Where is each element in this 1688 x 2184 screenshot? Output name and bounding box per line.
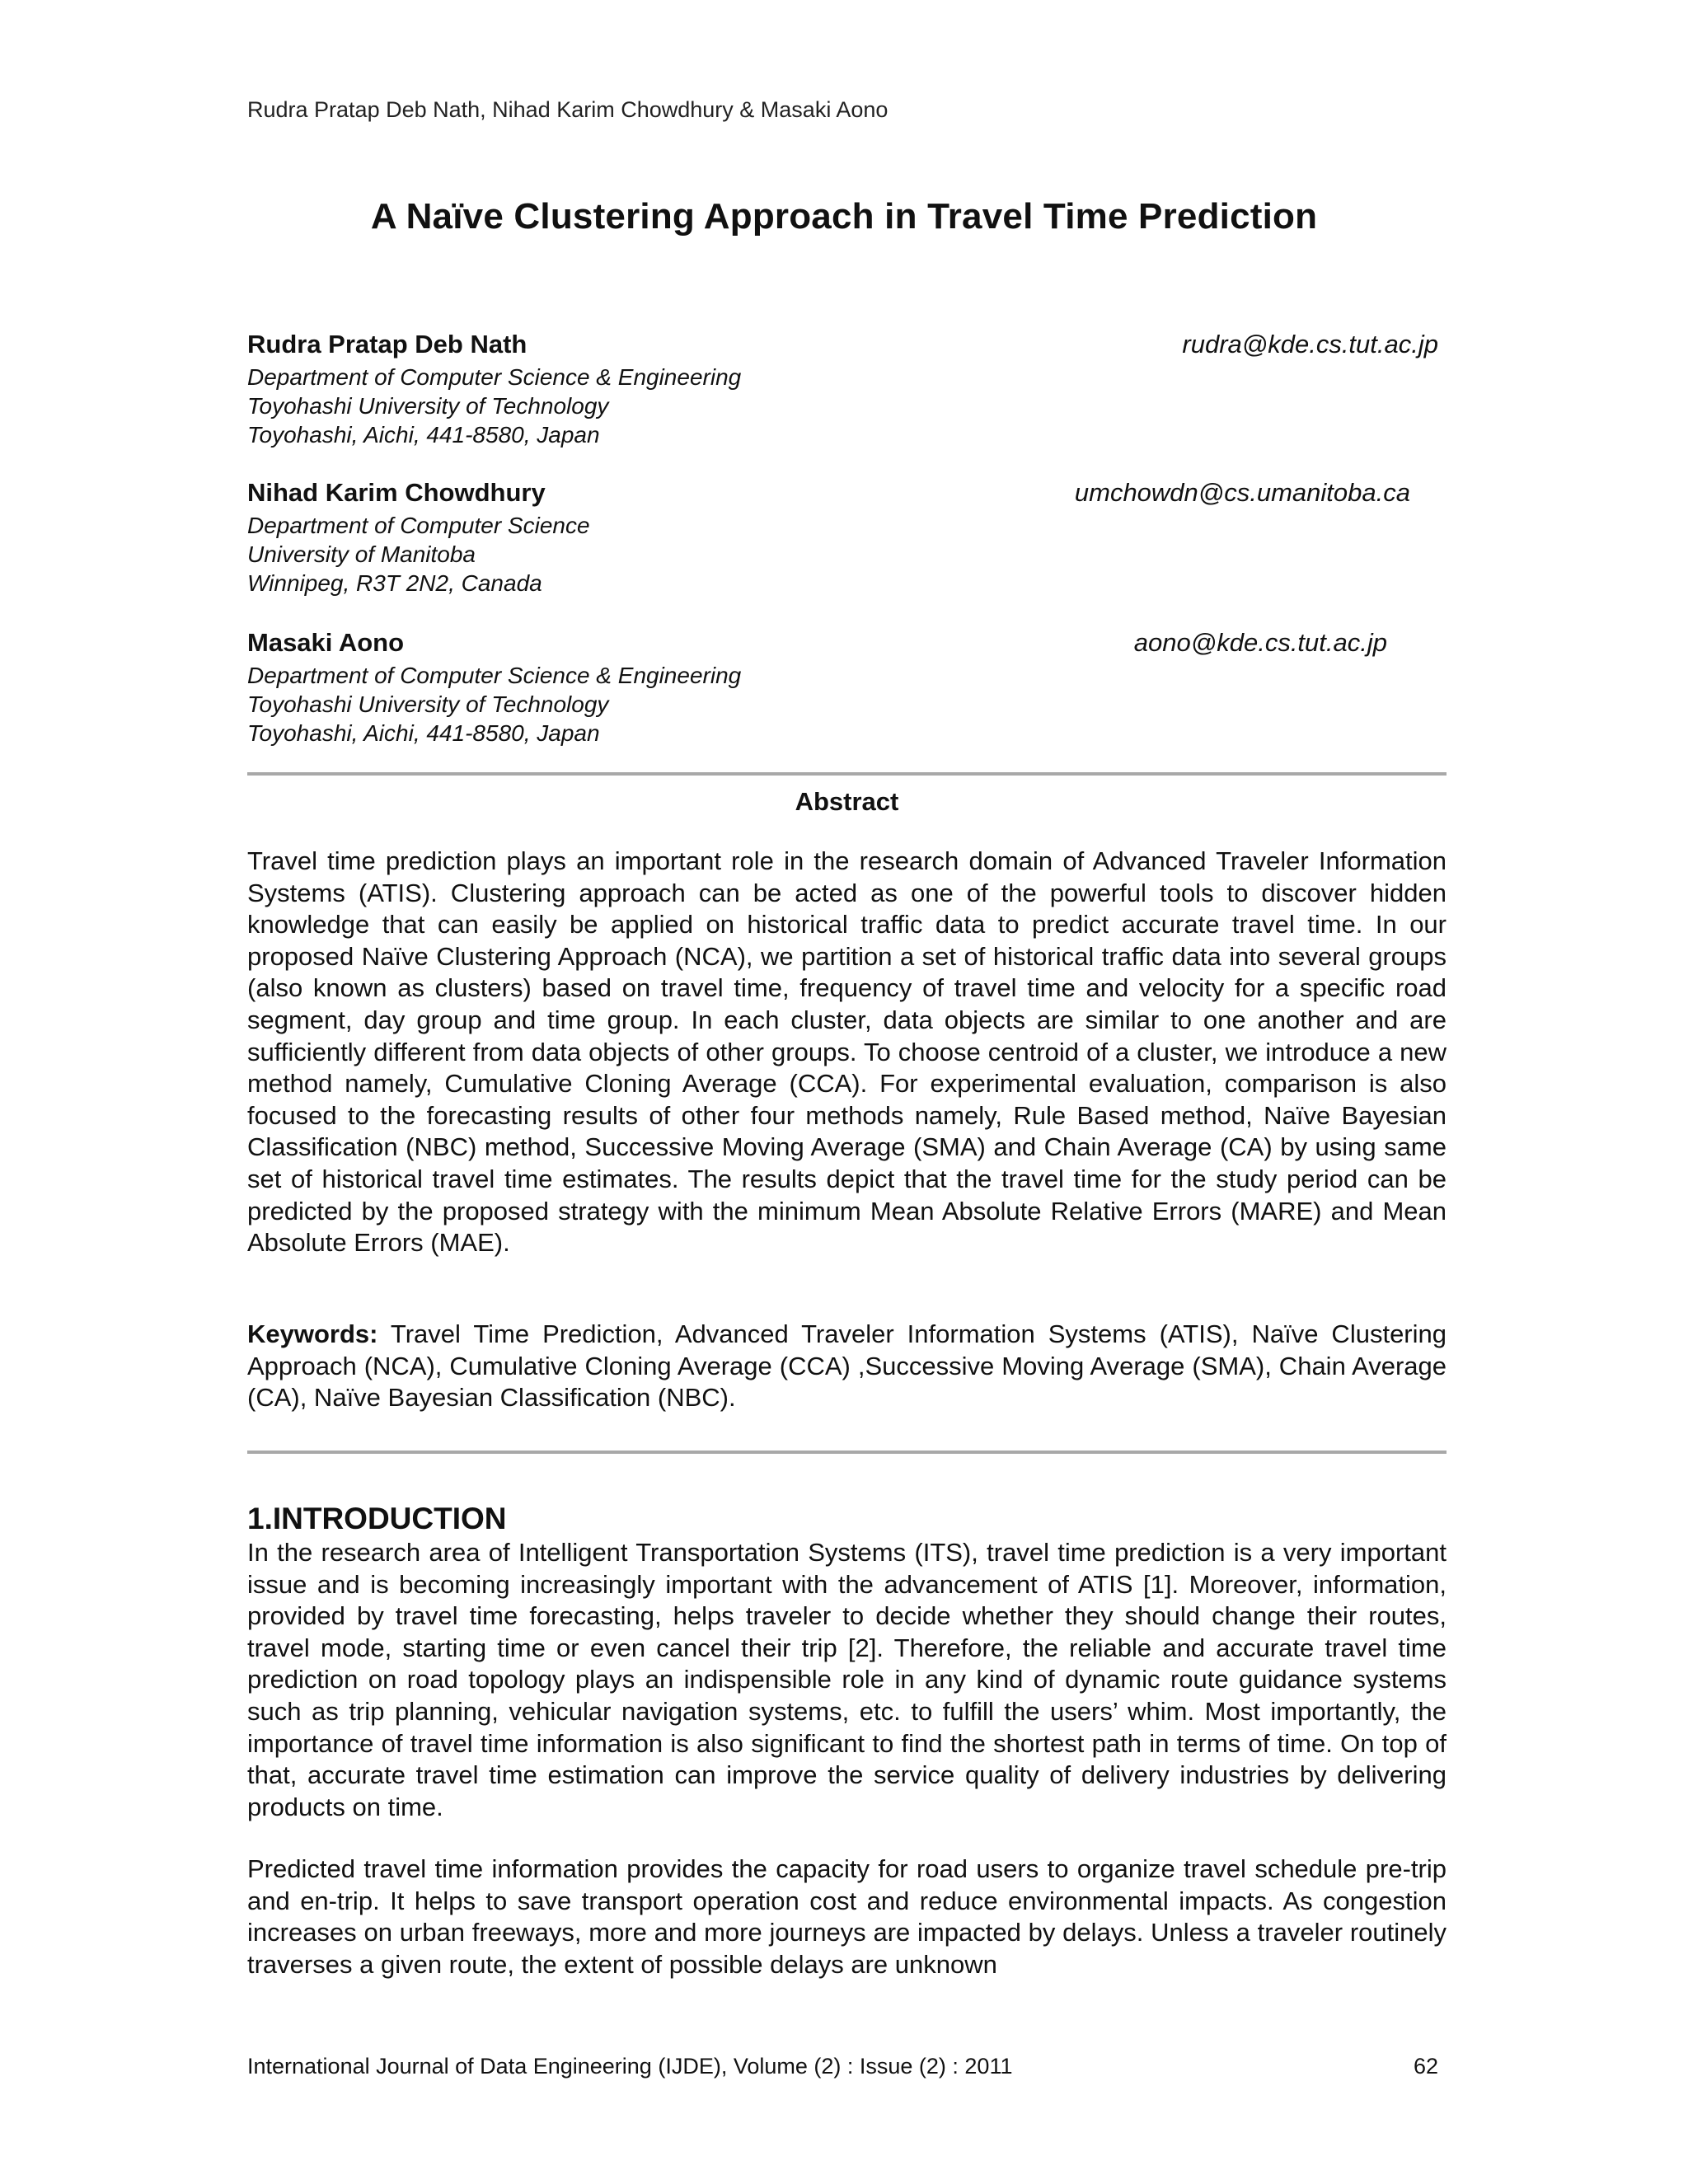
author-affiliation-line: Toyohashi University of Technology	[247, 691, 609, 717]
section-heading: 1.INTRODUCTION	[247, 1502, 507, 1535]
running-head: Rudra Pratap Deb Nath, Nihad Karim Chowdhury & Masaki Aono	[247, 97, 889, 122]
footer-journal: International Journal of Data Engineering (IJDE), Volume (2) : Issue (2) : 2011	[247, 2054, 1013, 2079]
author-affiliation-line: Toyohashi, Aichi, 441-8580, Japan	[247, 422, 600, 448]
page-number: 62	[1414, 2054, 1439, 2079]
divider-rule	[247, 772, 1447, 776]
author-affiliation-line: Department of Computer Science	[247, 513, 590, 538]
abstract-text: Travel time prediction plays an important role in the research domain of Advanced Traveler Information Systems (ATIS). Clustering approach can be acted as one of the powerful tools to discover hidden knowledge that can easily be applied on historical traffic data to predict accurate travel time. In our proposed Naïve Clustering Approach (NCA), we partition a set of historical traffic data into several groups (also known as clusters) based on travel time, frequency of travel time and velocity for a specific road segment, day group and time group. In each cluster, data objects are similar to one another and are sufficiently different from data objects of other groups. To choose centroid of a cluster, we introduce a new method namely, Cumulative Cloning Average (CCA). For experimental evaluation, comparison is also focused to the forecasting results of other four methods namely, Rule Based method, Naïve Bayesian Classification (NBC) method, Successive Moving Average (SMA) and Chain Average (CA) by using same set of historical travel time estimates. The results depict that the travel time for the study period can be predicted by the proposed strategy with the minimum Mean Absolute Relative Errors (MARE) and Mean Absolute Errors (MAE).	[247, 846, 1447, 1258]
author-affiliation-line: Department of Computer Science & Engineering	[247, 364, 742, 390]
author-affiliation-line: Department of Computer Science & Engineering	[247, 663, 742, 688]
author-block-2	[247, 475, 1447, 598]
author-affiliation-line: Toyohashi University of Technology	[247, 393, 609, 419]
body-paragraph: In the research area of Intelligent Transportation Systems (ITS), travel time prediction is a very important issue and is becoming increasingly important with the advancement of ATIS [1]. Moreover, information, provided by travel time forecasting, helps traveler to decide whether they should change their routes, travel mode, starting time or even cancel their trip [2]. Therefore, the reliable and accurate travel time prediction on road topology plays an indispensible role in any kind of dynamic route guidance systems such as trip planning, vehicular navigation systems, etc. to fulfill the users’ whim. Most importantly, the importance of travel time information is also significant to find the shortest path in terms of time. On top of that, accurate travel time estimation can improve the service quality of delivery industries by delivering products on time.	[247, 1538, 1447, 1821]
author-affiliation-line: University of Manitoba	[247, 541, 476, 567]
keywords-label: Keywords:	[247, 1319, 378, 1348]
author-name: Masaki Aono	[247, 628, 405, 657]
keywords-paragraph	[247, 1319, 1447, 1414]
paper-title: A Naïve Clustering Approach in Travel Time Prediction	[370, 196, 1318, 237]
author-email: rudra@kde.cs.tut.ac.jp	[1182, 330, 1438, 359]
author-affiliation-line: Winnipeg, R3T 2N2, Canada	[247, 570, 542, 596]
keywords-text: Travel Time Prediction, Advanced Traveler Information Systems (ATIS), Naïve Clustering Approach (NCA), Cumulative Cloning Average (CCA) ,Successive Moving Average (SMA), Chain Average (CA), Naïve Bayesian Classification (NBC).	[247, 1319, 1447, 1413]
author-name: Nihad Karim Chowdhury	[247, 478, 546, 507]
body-paragraph: Predicted travel time information provides the capacity for road users to organize travel schedule pre-trip and en-trip. It helps to save transport operation cost and reduce environmental impacts. As congestion increases on urban freeways, more and more journeys are impacted by delays. Unless a traveler routinely traverses a given route, the extent of possible delays are unknown	[247, 1854, 1447, 1979]
author-affiliation-line: Toyohashi, Aichi, 441-8580, Japan	[247, 720, 600, 746]
author-email: aono@kde.cs.tut.ac.jp	[1133, 628, 1387, 657]
author-block-1	[247, 326, 1447, 449]
author-block-3	[247, 625, 1447, 748]
author-email: umchowdn@cs.umanitoba.ca	[1074, 478, 1410, 507]
abstract-heading: Abstract	[795, 787, 899, 816]
author-name: Rudra Pratap Deb Nath	[247, 330, 528, 359]
divider-rule	[247, 1451, 1447, 1454]
